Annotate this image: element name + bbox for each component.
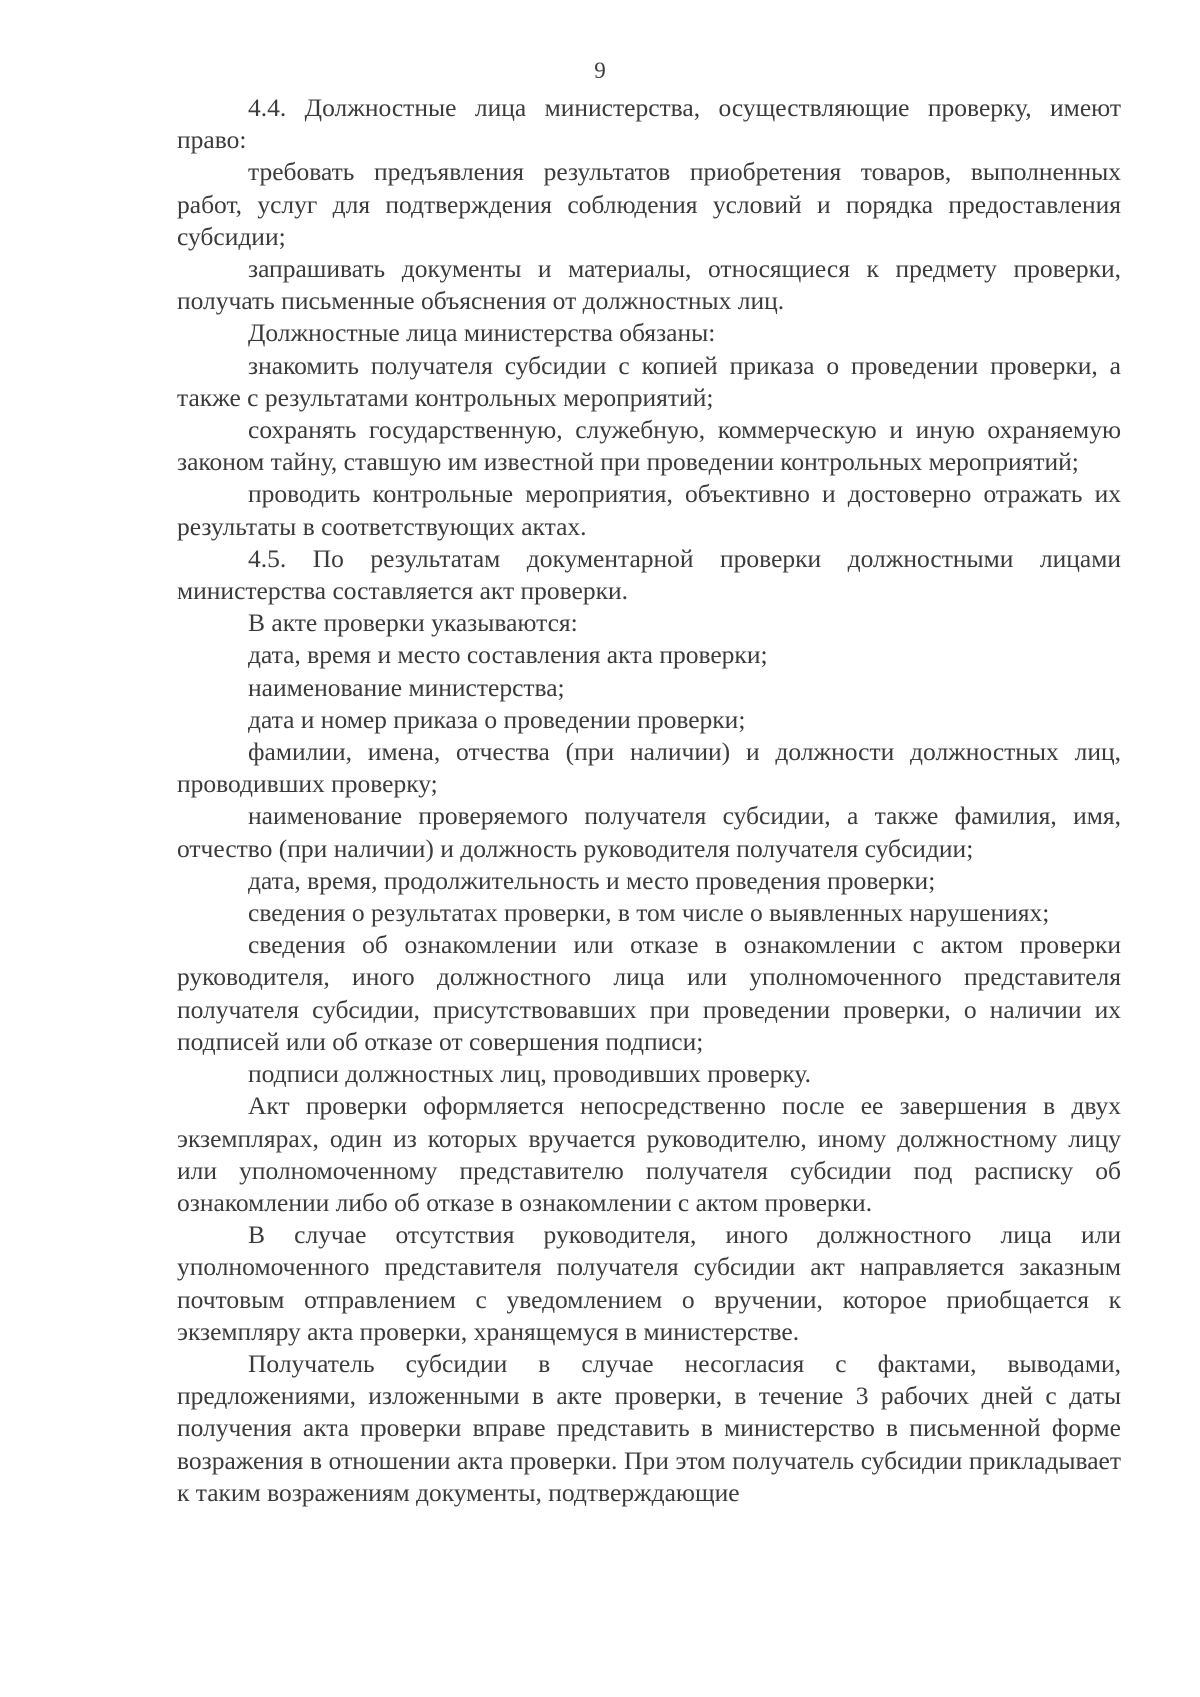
document-body <box>177 92 1121 1509</box>
paragraph: сведения об ознакомлении или отказе в ознакомлении с актом проверки руководителя, иного должностного лица или уполномоченного представителя получателя субсидии, присутствовавших при проведении проверки, о наличии их подписей или об отказе от совершения подписи; <box>177 930 1121 1056</box>
paragraph: сохранять государственную, служебную, коммерческую и иную охраняемую законом тайну, ставшую им известной при проведении контрольных мероприятий; <box>177 415 1121 477</box>
paragraph: подписи должностных лиц, проводивших проверку. <box>248 1059 811 1089</box>
paragraph: наименование министерства; <box>248 672 565 702</box>
paragraph: В акте проверки указываются: <box>248 608 578 638</box>
paragraph: дата и номер приказа о проведении проверки; <box>248 704 746 734</box>
paragraph: сведения о результатах проверки, в том числе о выявленных нарушениях; <box>248 898 1050 928</box>
paragraph: наименование проверяемого получателя субсидии, а также фамилия, имя, отчество (при наличии) и должность руководителя получателя субсидии; <box>177 801 1121 863</box>
paragraph: Акт проверки оформляется непосредственно после ее завершения в двух экземплярах, один из которых вручается руководителю, иному должностному лицу или уполномоченному представителю получателя субсидии под расписку об ознакомлении либо об отказе в ознакомлении с актом проверки. <box>177 1091 1121 1217</box>
paragraph: проводить контрольные мероприятия, объективно и достоверно отражать их результаты в соответствующих актах. <box>177 479 1121 541</box>
paragraph: 4.5. По результатам документарной проверки должностными лицами министерства составляется акт проверки. <box>177 543 1121 606</box>
paragraph: требовать предъявления результатов приобретения товаров, выполненных работ, услуг для подтверждения соблюдения условий и порядка предоставления субсидии; <box>177 157 1121 251</box>
paragraph: Получатель субсидии в случае несогласия с фактами, выводами, предложениями, изложенными в акте проверки, в течение 3 рабочих дней с даты получения акта проверки вправе представить в министерство в письменной форме возражения в отношении акта проверки. При этом получатель субсидии прикладывает к таким возражениям документы, подтверждающие <box>177 1348 1121 1507</box>
paragraph: В случае отсутствия руководителя, иного должностного лица или уполномоченного представителя получателя субсидии акт направляется заказным почтовым отправлением с уведомлением о вручении, которое приобщается к экземпляру акта проверки, хранящемуся в министерстве. <box>177 1220 1121 1346</box>
paragraph: фамилии, имена, отчества (при наличии) и должности должностных лиц, проводивших проверку; <box>177 737 1121 799</box>
paragraph: 4.4. Должностные лица министерства, осуществляющие проверку, имеют право: <box>177 93 1121 155</box>
paragraph: запрашивать документы и материалы, относящиеся к предмету проверки, получать письменные объяснения от должностных лиц. <box>177 254 1121 316</box>
paragraph: дата, время, продолжительность и место проведения проверки; <box>248 865 936 895</box>
paragraph: дата, время и место составления акта проверки; <box>248 640 768 670</box>
page-number: 9 <box>594 58 606 83</box>
paragraph: знакомить получателя субсидии с копией приказа о проведении проверки, а также с результатами контрольных мероприятий; <box>177 350 1121 412</box>
paragraph: Должностные лица министерства обязаны: <box>248 318 716 348</box>
